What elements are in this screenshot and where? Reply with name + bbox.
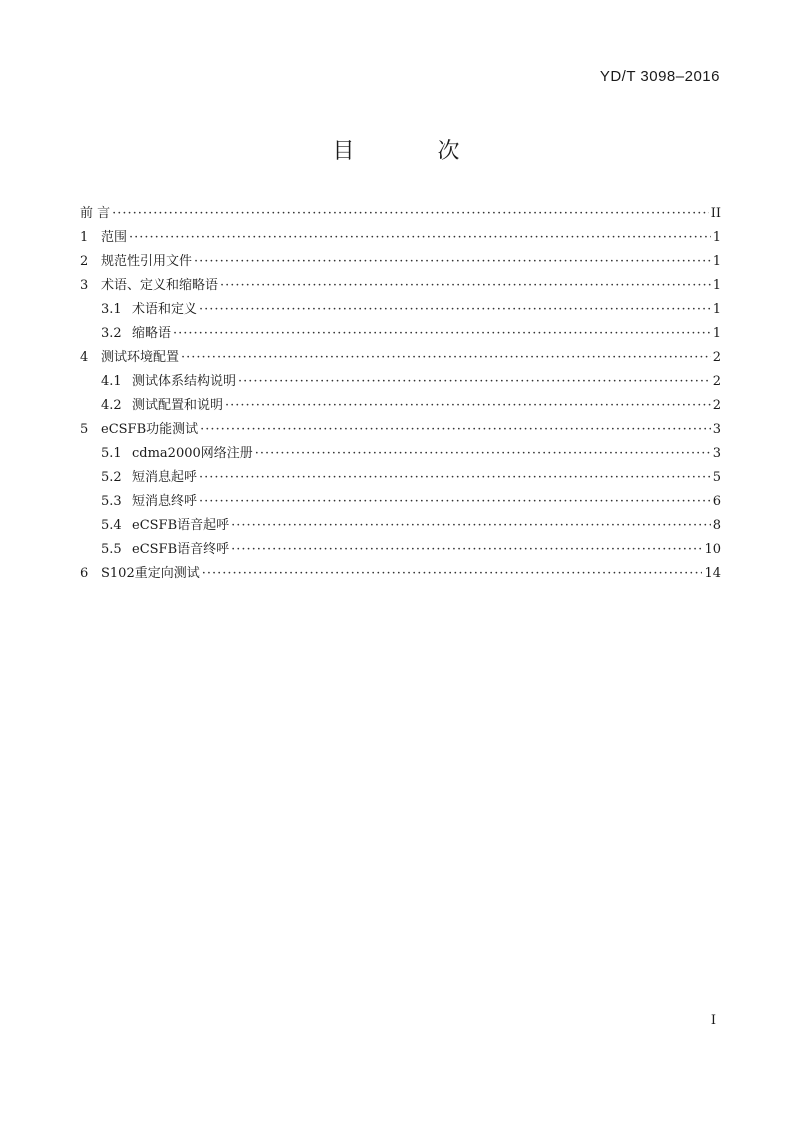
toc-entry-page: 14 (704, 566, 721, 581)
toc-entry-label: 短消息终呼 (132, 494, 198, 509)
dot-leader (173, 322, 711, 346)
toc-entry-4-2[interactable] (80, 394, 721, 418)
dot-leader (255, 442, 711, 466)
toc-entry-page: II (710, 206, 721, 221)
dot-leader (199, 466, 711, 490)
toc-entry-label: 前 言 (80, 206, 111, 221)
toc-entry-label: 测试环境配置 (101, 350, 180, 365)
dot-leader (112, 202, 709, 226)
dot-leader (231, 514, 711, 538)
toc-entry-5-5[interactable] (80, 538, 721, 562)
toc-entry-5[interactable] (80, 418, 721, 442)
toc-entry-page: 6 (712, 494, 721, 509)
toc-entry-page: 1 (712, 278, 721, 293)
toc-entry-label: eCSFB语音终呼 (132, 542, 230, 557)
toc-entry-number: 1 (80, 230, 89, 245)
toc-entry-number: 5.4 (101, 518, 122, 533)
dot-leader (202, 562, 703, 586)
toc-entry-page: 2 (712, 374, 721, 389)
toc-entry-4-1[interactable] (80, 370, 721, 394)
dot-leader (225, 394, 711, 418)
toc-entry-label: 短消息起呼 (132, 470, 198, 485)
dot-leader (200, 418, 711, 442)
toc-entry-number: 6 (80, 566, 89, 581)
toc-entry-page: 1 (712, 326, 721, 341)
toc-entry-5-2[interactable] (80, 466, 721, 490)
toc-entry-5-1[interactable] (80, 442, 721, 466)
toc-entry-number: 5.5 (101, 542, 122, 557)
toc-entry-page: 2 (712, 350, 721, 365)
toc-entry-number: 3.1 (101, 302, 122, 317)
toc-entry-page: 1 (712, 302, 721, 317)
toc-entry-label: 规范性引用文件 (101, 254, 193, 269)
page-number: I (710, 1013, 716, 1028)
toc-entry-number: 2 (80, 254, 89, 269)
dot-leader (231, 538, 702, 562)
toc-entry-number: 4.1 (101, 374, 122, 389)
dot-leader (199, 490, 711, 514)
toc-entry-page: 8 (712, 518, 721, 533)
toc-entry-page: 10 (704, 542, 721, 557)
toc-title: 目 次 (332, 139, 498, 164)
toc-entry-label: 测试体系结构说明 (132, 374, 237, 389)
toc-entry-label: cdma2000网络注册 (132, 446, 253, 461)
toc-entry-3[interactable] (80, 274, 721, 298)
toc-entry-foreword[interactable] (80, 202, 721, 226)
toc-entry-label: S102重定向测试 (101, 566, 200, 581)
table-of-contents (80, 202, 721, 586)
toc-entry-4[interactable] (80, 346, 721, 370)
toc-entry-number: 5.3 (101, 494, 122, 509)
toc-entry-3-1[interactable] (80, 298, 721, 322)
toc-entry-page: 5 (712, 470, 721, 485)
toc-entry-label: 术语和定义 (132, 302, 198, 317)
dot-leader (238, 370, 711, 394)
toc-entry-page: 1 (712, 254, 721, 269)
dot-leader (194, 250, 711, 274)
toc-entry-label: 术语、定义和缩略语 (101, 278, 219, 293)
toc-entry-5-3[interactable] (80, 490, 721, 514)
toc-entry-3-2[interactable] (80, 322, 721, 346)
document-code: YD/T 3098–2016 (599, 68, 720, 85)
toc-entry-label: 缩略语 (132, 326, 172, 341)
toc-entry-5-4[interactable] (80, 514, 721, 538)
toc-entry-number: 5 (80, 422, 89, 437)
toc-entry-page: 1 (712, 230, 721, 245)
toc-entry-number: 5.1 (101, 446, 122, 461)
toc-entry-page: 2 (712, 398, 721, 413)
dot-leader (181, 346, 711, 370)
toc-entry-label: 范围 (101, 230, 128, 245)
dot-leader (129, 226, 711, 250)
dot-leader (199, 298, 711, 322)
toc-entry-number: 4.2 (101, 398, 122, 413)
toc-entry-page: 3 (712, 446, 721, 461)
toc-entry-label: 测试配置和说明 (132, 398, 224, 413)
toc-entry-label: eCSFB功能测试 (101, 422, 199, 437)
toc-entry-number: 3.2 (101, 326, 122, 341)
toc-entry-label: eCSFB语音起呼 (132, 518, 230, 533)
dot-leader (220, 274, 711, 298)
toc-entry-number: 5.2 (101, 470, 122, 485)
toc-entry-6[interactable] (80, 562, 721, 586)
toc-entry-2[interactable] (80, 250, 721, 274)
toc-entry-number: 3 (80, 278, 89, 293)
toc-entry-1[interactable] (80, 226, 721, 250)
toc-entry-page: 3 (712, 422, 721, 437)
toc-entry-number: 4 (80, 350, 89, 365)
